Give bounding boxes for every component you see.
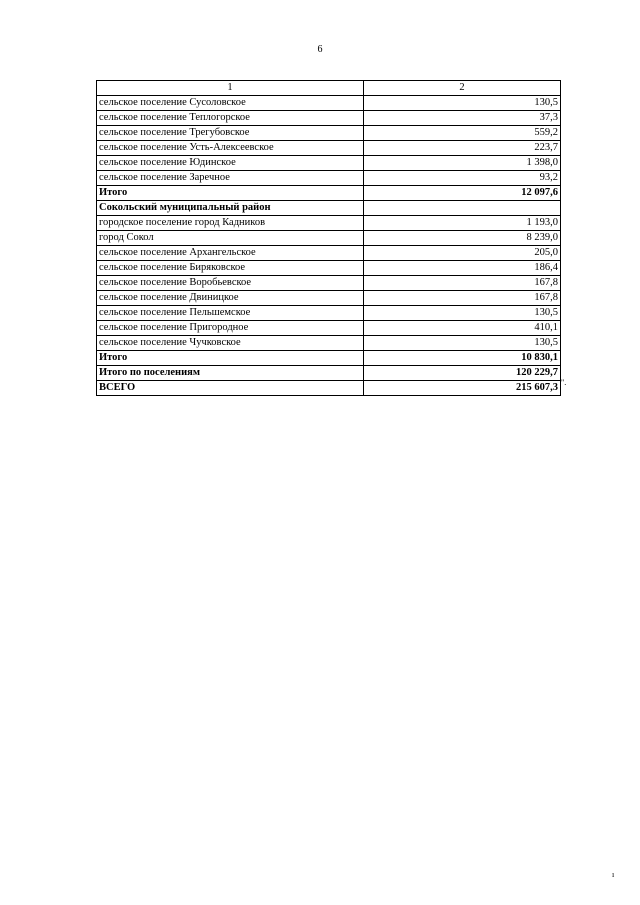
amount-cell: 10 830,1 bbox=[364, 351, 561, 366]
amount-cell: 223,7 bbox=[364, 141, 561, 156]
table-total-row bbox=[97, 381, 561, 396]
table-total-row bbox=[97, 186, 561, 201]
table-row bbox=[97, 156, 561, 171]
amount-cell: 8 239,0 bbox=[364, 231, 561, 246]
table-row bbox=[97, 321, 561, 336]
page-edge-mark: ı bbox=[612, 870, 615, 879]
settlement-name-cell: сельское поселение Воробьевское bbox=[97, 276, 364, 291]
settlement-name-cell: сельское поселение Усть-Алексеевское bbox=[97, 141, 364, 156]
amount-cell: 186,4 bbox=[364, 261, 561, 276]
settlement-name-cell: сельское поселение Заречное bbox=[97, 171, 364, 186]
settlement-name-cell: Итого bbox=[97, 186, 364, 201]
amount-cell: 12 097,6 bbox=[364, 186, 561, 201]
table-row bbox=[97, 336, 561, 351]
table-total-row bbox=[97, 366, 561, 381]
settlement-name-cell: сельское поселение Пригородное bbox=[97, 321, 364, 336]
closing-quote-mark: ". bbox=[561, 378, 567, 387]
header-cell-2: 2 bbox=[364, 81, 561, 96]
amount-cell: 559,2 bbox=[364, 126, 561, 141]
table-row bbox=[97, 291, 561, 306]
amount-cell: 93,2 bbox=[364, 171, 561, 186]
settlement-name-cell: сельское поселение Биряковское bbox=[97, 261, 364, 276]
settlement-name-cell: сельское поселение Двиницкое bbox=[97, 291, 364, 306]
amount-cell: 410,1 bbox=[364, 321, 561, 336]
amount-cell: 215 607,3 bbox=[364, 381, 561, 396]
amount-cell: 205,0 bbox=[364, 246, 561, 261]
amount-cell: 120 229,7 bbox=[364, 366, 561, 381]
table-header-row bbox=[97, 81, 561, 96]
table-row bbox=[97, 111, 561, 126]
settlement-name-cell: Итого по поселениям bbox=[97, 366, 364, 381]
settlement-name-cell: сельское поселение Чучковское bbox=[97, 336, 364, 351]
table-row bbox=[97, 246, 561, 261]
settlement-name-cell: сельское поселение Архангельское bbox=[97, 246, 364, 261]
settlement-name-cell: ВСЕГО bbox=[97, 381, 364, 396]
amount-cell: 130,5 bbox=[364, 96, 561, 111]
amount-cell: 167,8 bbox=[364, 291, 561, 306]
table-total-row bbox=[97, 351, 561, 366]
header-cell-1: 1 bbox=[97, 81, 364, 96]
budget-table-body bbox=[97, 81, 561, 396]
amount-cell: 1 398,0 bbox=[364, 156, 561, 171]
table-row bbox=[97, 276, 561, 291]
settlement-name-cell: сельское поселение Юдинское bbox=[97, 156, 364, 171]
amount-cell bbox=[364, 201, 561, 216]
settlement-name-cell: город Сокол bbox=[97, 231, 364, 246]
settlement-name-cell: сельское поселение Пельшемское bbox=[97, 306, 364, 321]
settlement-name-cell: Сокольский муниципальный район bbox=[97, 201, 364, 216]
table-row bbox=[97, 216, 561, 231]
amount-cell: 37,3 bbox=[364, 111, 561, 126]
table-row bbox=[97, 126, 561, 141]
settlement-name-cell: Итого bbox=[97, 351, 364, 366]
table-row bbox=[97, 261, 561, 276]
amount-cell: 130,5 bbox=[364, 306, 561, 321]
table-row bbox=[97, 171, 561, 186]
settlement-name-cell: сельское поселение Сусоловское bbox=[97, 96, 364, 111]
settlement-name-cell: городское поселение город Кадников bbox=[97, 216, 364, 231]
table-row bbox=[97, 231, 561, 246]
budget-table bbox=[96, 80, 561, 396]
amount-cell: 130,5 bbox=[364, 336, 561, 351]
amount-cell: 1 193,0 bbox=[364, 216, 561, 231]
amount-cell: 167,8 bbox=[364, 276, 561, 291]
table-row bbox=[97, 96, 561, 111]
table-section-row bbox=[97, 201, 561, 216]
table-row bbox=[97, 306, 561, 321]
settlement-name-cell: сельское поселение Теплогорское bbox=[97, 111, 364, 126]
page-number: 6 bbox=[317, 44, 323, 55]
table-row bbox=[97, 141, 561, 156]
settlement-name-cell: сельское поселение Трегубовское bbox=[97, 126, 364, 141]
